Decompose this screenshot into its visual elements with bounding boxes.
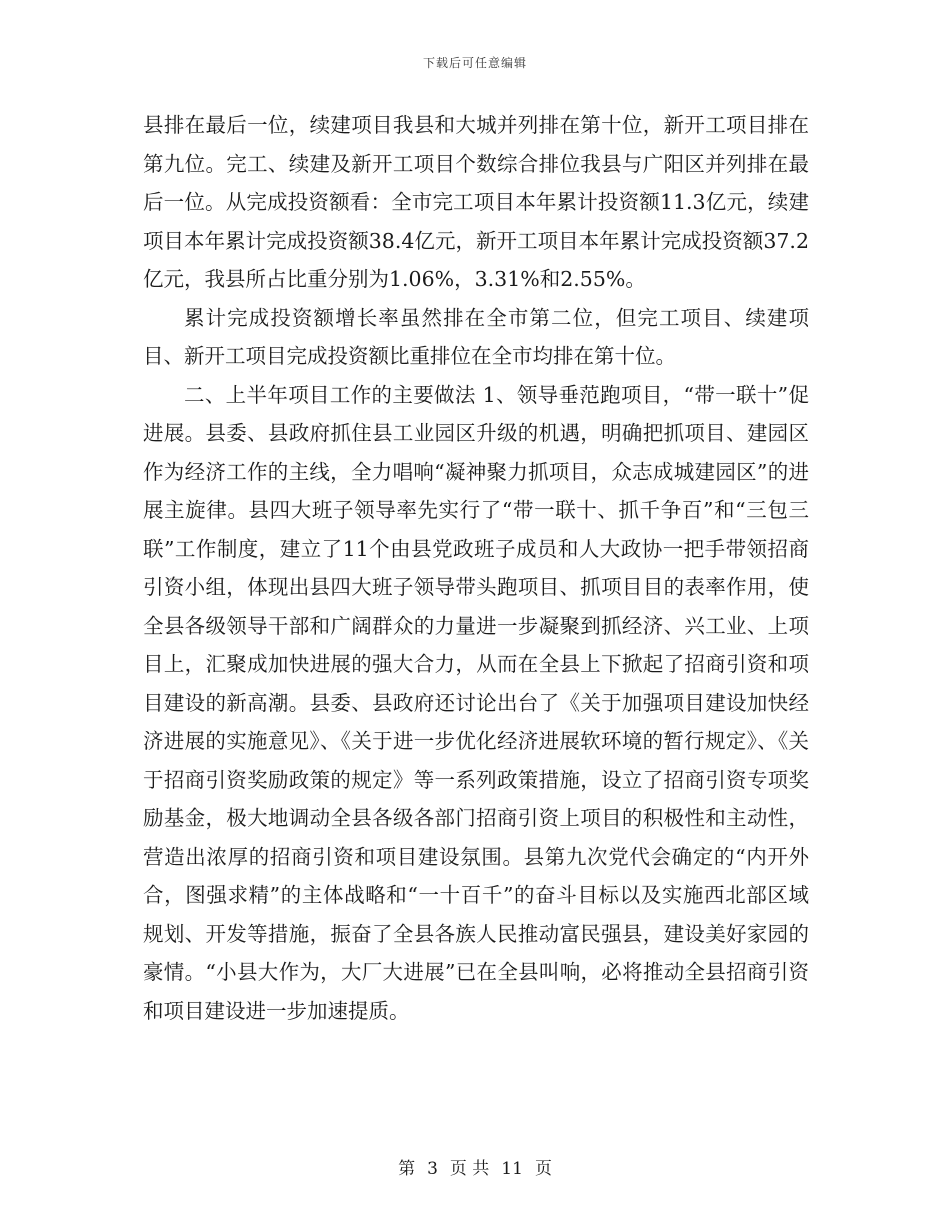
total-pages-number: 11 xyxy=(501,1159,523,1179)
paragraph-investment-ranking: 累计完成投资额增长率虽然排在全市第二位，但完工项目、续建项目、新开工项目完成投资额比重排位在全市均排在第十位。 xyxy=(143,305,809,368)
page-header-note: 下载后可任意编辑 xyxy=(422,56,527,70)
page-footer xyxy=(0,1154,950,1179)
footer-suffix: 页 xyxy=(534,1159,552,1179)
paragraph-continuation: 县排在最后一位，续建项目我县和大城并列排在第十位，新开工项目排在第九位。完工、续建及新开工项目个数综合排位我县与广阳区并列排在最后一位。从完成投资额看：全市完工项目本年累计投资额11.3亿元，续建项目本年累计完成投资额38.4亿元，新开工项目本年累计完成投资额37.2亿元，我县所占比重分别为1.06%，3.31%和2.55%。 xyxy=(143,113,809,291)
paragraph-main-practices: 二、上半年项目工作的主要做法 1、领导垂范跑项目，“带一联十”促进展。县委、县政府抓住县工业园区升级的机遇，明确把抓项目、建园区作为经济工作的主线，全力唱响“凝神聚力抓项目，众志成城建园区”的进展主旋律。县四大班子领导率先实行了“带一联十、抓千争百”和“三包三联”工作制度，建立了11个由县党政班子成员和人大政协一把手带领招商引资小组，体现出县四大班子领导带头跑项目、抓项目目的表率作用，使全县各级领导干部和广阔群众的力量进一步凝聚到抓经济、兴工业、上项目上，汇聚成加快进展的强大合力，从而在全县上下掀起了招商引资和项目建设的新高潮。县委、县政府还讨论出台了《关于加强项目建设加快经济进展的实施意见》、《关于进一步优化经济进展软环境的暂行规定》、《关于招商引资奖励政策的规定》等一系列政策措施，设立了招商引资专项奖励基金，极大地调动全县各级各部门招商引资上项目的积极性和主动性，营造出浓厚的招商引资和项目建设氛围。县第九次党代会确定的“内开外合，图强求精”的主体战略和“一十百千”的奋斗目标以及实施西北部区域规划、开发等措施，振奋了全县各族人民推动富民强县，建设美好家园的豪情。“小县大作为，大厂大进展”已在全县叫响，必将推动全县招商引资和项目建设进一步加速提质。 xyxy=(143,382,809,1023)
footer-prefix: 第 xyxy=(398,1159,416,1179)
footer-middle: 页 共 xyxy=(449,1159,490,1179)
document-body xyxy=(143,106,809,1030)
current-page-number: 3 xyxy=(427,1159,438,1179)
